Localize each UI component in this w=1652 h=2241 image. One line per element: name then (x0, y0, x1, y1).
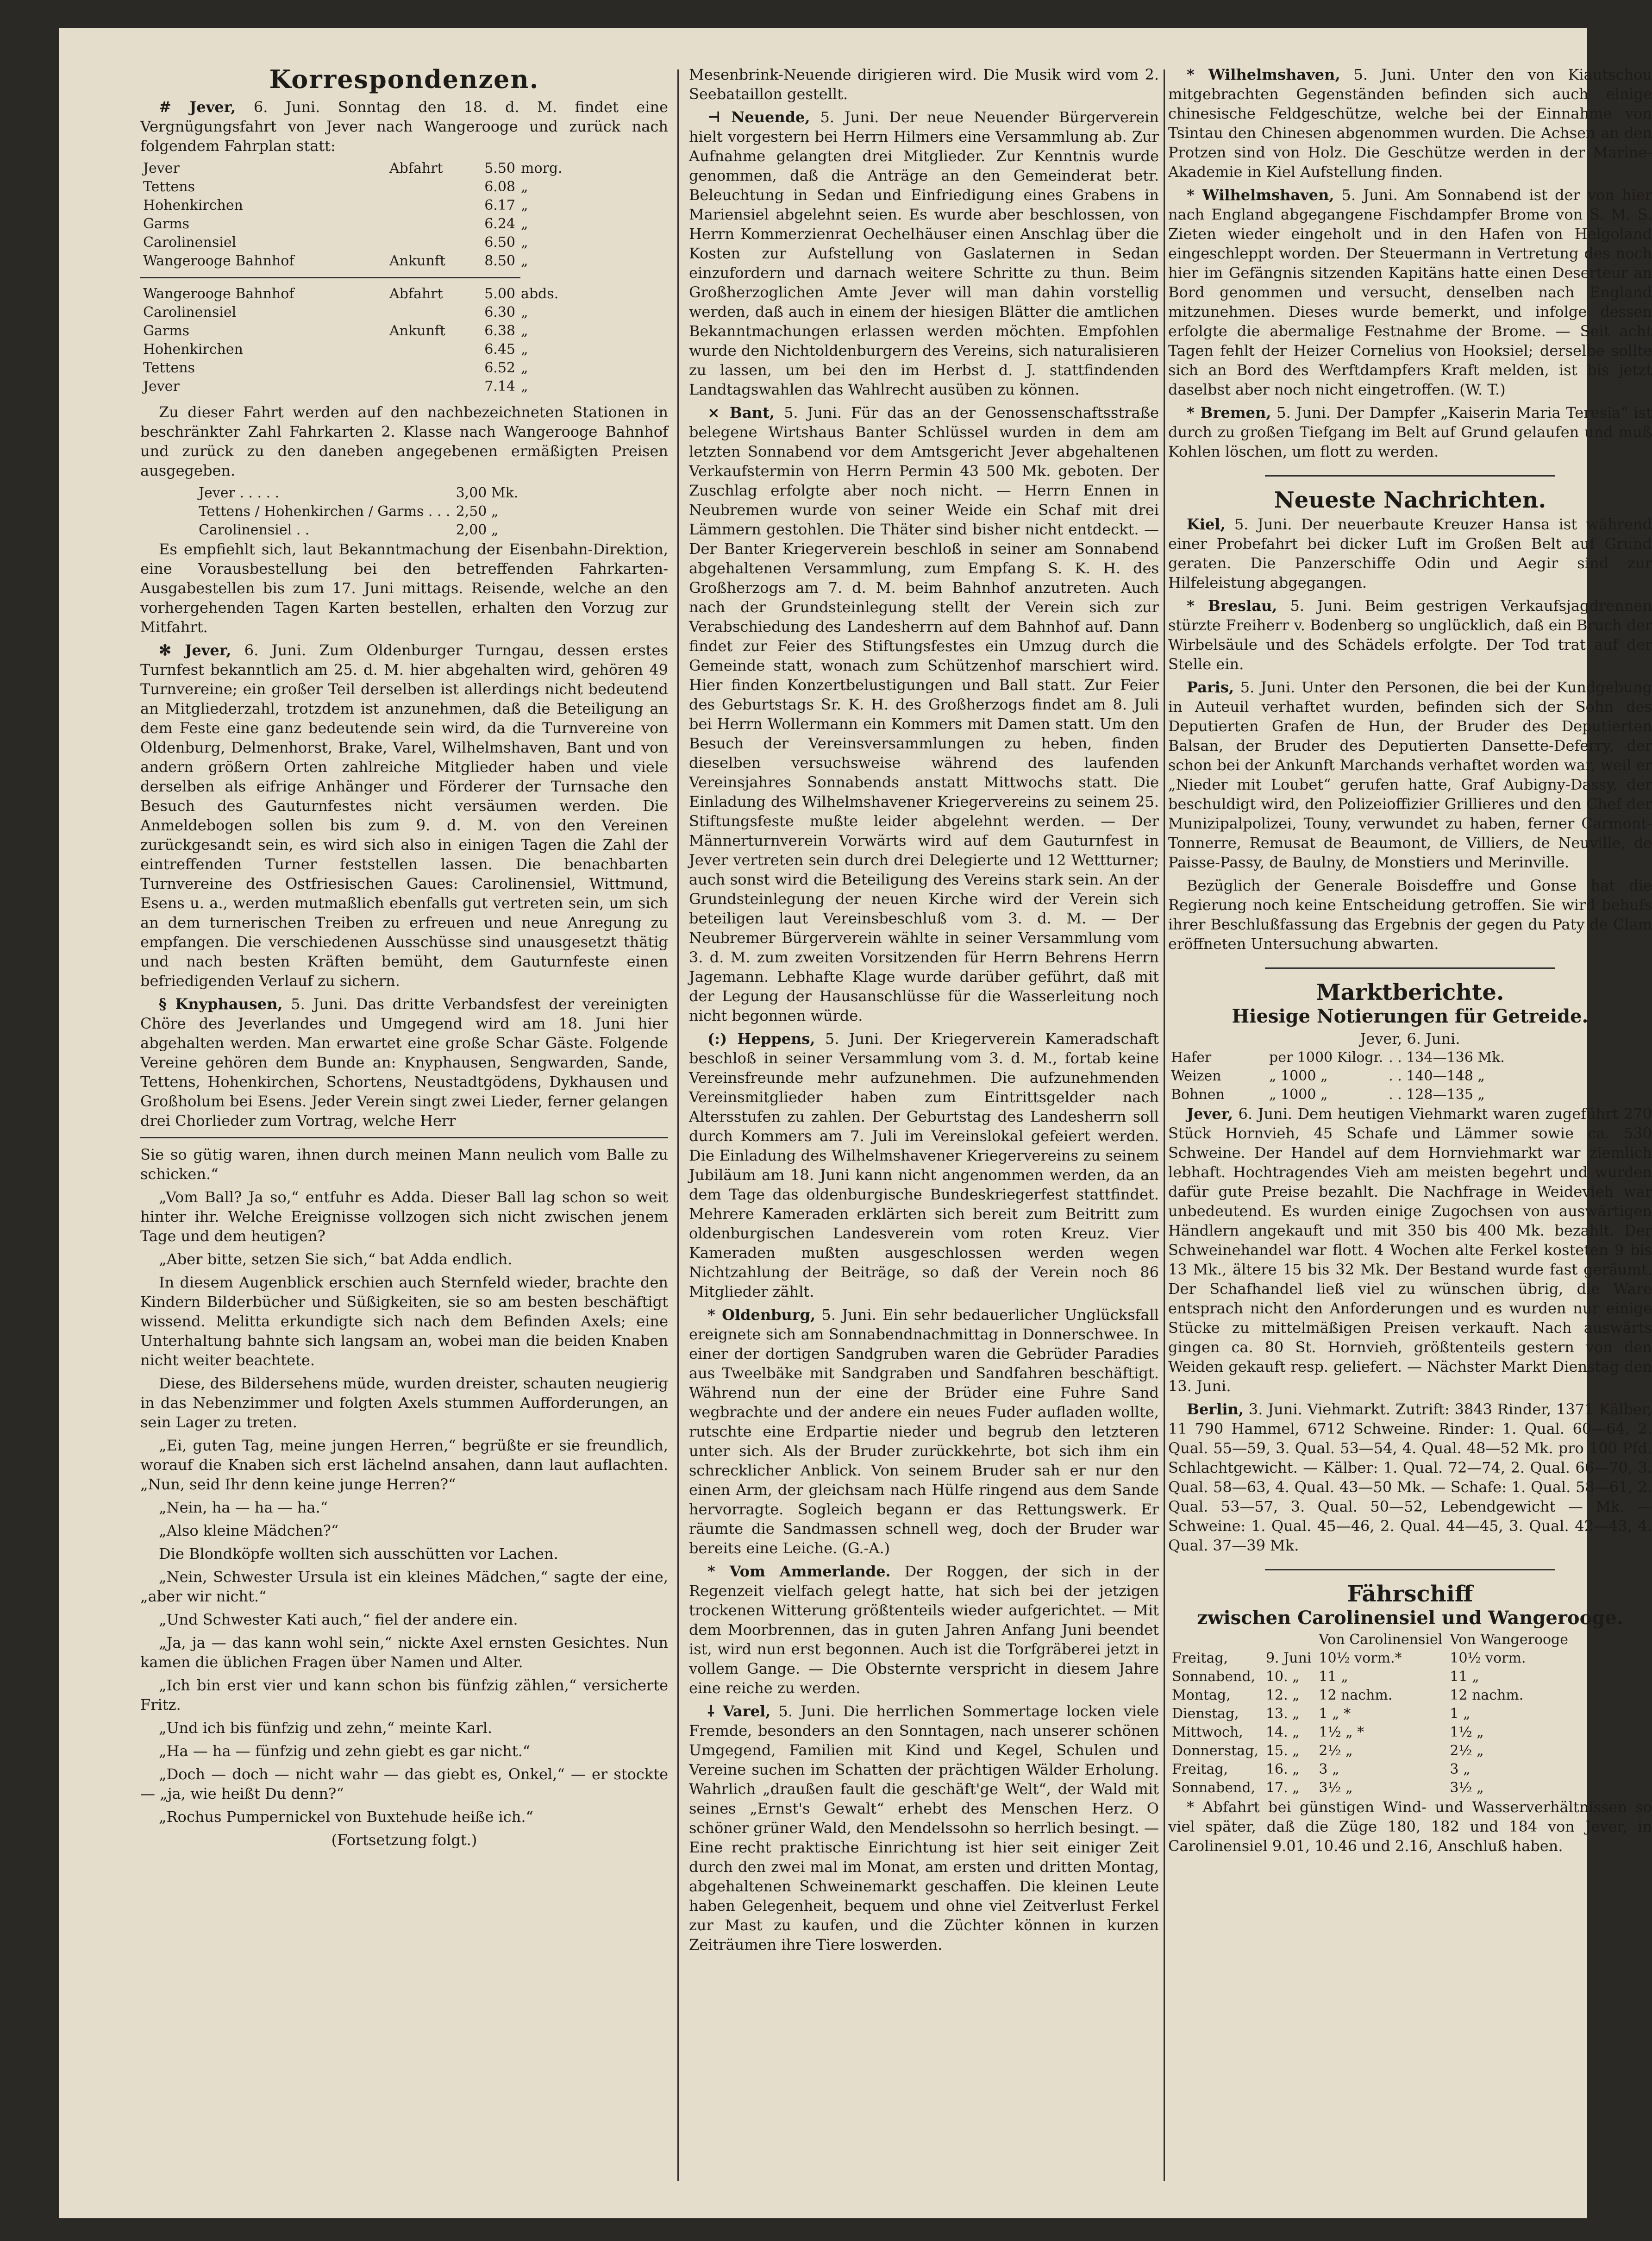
fare-row-cell: 2,50 „ (456, 503, 499, 520)
timetable-return (140, 285, 561, 396)
article-bremen: * Bremen, 5. Juni. Der Dampfer „Kaiserin Maria Teresia“ ist durch zu großen Tiefgang im Belt auf Grund gelaufen und muß Kohlen löschen, um flott zu werden. (1168, 404, 1652, 460)
timetable-row (140, 252, 565, 270)
timetable-row-cell: 5.00 (484, 286, 515, 302)
fare-note: Es empfiehlt sich, laut Bekanntmachung der Eisenbahn-Direktion, eine Vorausbestellung bei den betreffenden Fahrkarten-Ausgabestellen bis zum 17. Juni mittags. Reisende, welche an den vorhergehenden Tagen Karten bestellen, erhalten den Vorzug zur Mitfahrt. (140, 540, 668, 636)
timetable-row-cell: Carolinensiel (143, 234, 237, 251)
grain-heading: Hiesige Notierungen für Getreide. (1232, 1005, 1589, 1027)
timetable-row-cell: „ (521, 360, 528, 376)
serial-story (140, 1145, 668, 1827)
timetable-row-cell: 5.50 (484, 160, 515, 176)
section-title: Korrespondenzen. (269, 64, 539, 94)
fare-row-cell: 3,00 Mk. (456, 485, 519, 501)
timetable-row-cell: Garms (143, 216, 190, 232)
grain-row-cell: Hafer (1171, 1049, 1212, 1066)
feuilleton-divider (140, 1137, 668, 1138)
ferry-row (1168, 1760, 1572, 1779)
timetable-row-cell: Ankunft (389, 323, 445, 339)
article-continuation: Mesenbrink-Neuende dirigieren wird. Die Musik wird vom 2. Seebataillon gestellt. (689, 66, 1159, 103)
newspaper-page (59, 28, 1652, 2218)
timetable-row-cell: „ (521, 216, 528, 232)
ferry-header-row-cell (1168, 1631, 1262, 1649)
fare-row-cell: Carolinensiel . . (199, 522, 310, 538)
timetable-outbound (140, 159, 565, 270)
ferry-row-cell: 10½ vorm.* (1319, 1650, 1402, 1666)
timetable-row-cell (387, 215, 462, 233)
grain-row (1168, 1048, 1508, 1067)
ferry-row-cell: Sonnabend, (1172, 1669, 1256, 1685)
timetable-row-cell: Wangerooge Bahnhof (143, 253, 294, 269)
timetable-row-cell: Hohenkirchen (143, 341, 243, 358)
timetable-row-cell (387, 340, 462, 359)
ferry-row-cell: 13. „ (1265, 1706, 1300, 1722)
ferry-row-cell: 14. „ (1265, 1724, 1300, 1740)
story-paragraph: „Ei, guten Tag, meine jungen Herren,“ begrüßte er sie freundlich, worauf die Knaben sich erst lächelnd ansahen, dann laut auflachten. „Nun, seid Ihr denn keine junge Herren?“ (140, 1437, 668, 1493)
timetable-row-cell: 6.38 (484, 323, 515, 339)
story-paragraph: „Doch — doch — nicht wahr — das giebt es, Onkel,“ — er stockte — „ja, wie heißt Du denn?“ (140, 1765, 668, 1802)
ferry-row (1168, 1742, 1572, 1760)
ferry-header-row (1168, 1631, 1572, 1649)
timetable-row-cell: 6.30 (484, 304, 515, 320)
ferry-row-cell: 3 „ (1319, 1761, 1339, 1777)
grain-row-cell: per 1000 Kilogr. (1269, 1049, 1383, 1066)
ferry-row-cell: 2½ „ (1450, 1743, 1484, 1759)
ferry-row-cell: Freitag, (1172, 1761, 1228, 1777)
timetable-row (140, 359, 561, 377)
story-paragraph: „Ja, ja — das kann wohl sein,“ nickte Axel ernsten Gesichtes. Nun kamen die üblichen Fragen über Namen und Alter. (140, 1634, 668, 1671)
timetable-row-cell: Tettens (143, 179, 195, 195)
timetable-row-cell (387, 178, 462, 196)
article-knyphausen: § Knyphausen, 5. Juni. Das dritte Verbandsfest der vereinigten Chöre des Jeverlandes und Umgegend wird am 18. Juni hier abgehalten werden. Man erwartet eine große Schar Gäste. Folgende Vereine gehören dem Bunde an: Knyphausen, Sengwarden, Sande, Tettens, Hohenkirchen, Schortens, Neustadtgödens, Dykhausen und Großholum bei Esens. Jeder Verein singt zwei Lieder, ferner gelangen drei Chorlieder zum Vortrag, welche Herr (140, 995, 669, 1130)
timetable-row-cell: Wangerooge Bahnhof (143, 286, 294, 302)
timetable-row-cell (387, 359, 462, 377)
ferry-subheading: zwischen Carolinensiel und Wangerooge. (1197, 1607, 1623, 1629)
timetable-row-cell: „ (521, 253, 528, 269)
ferry-header-row-cell: Von Carolinensiel (1319, 1632, 1443, 1648)
fare-table (196, 484, 521, 540)
article-neuende: ⊣ Neuende, 5. Juni. Der neue Neuender Bürgerverein hielt vorgestern bei Herrn Hilmers eine Versammlung ab. Zur Aufnahme gelangten drei Mitglieder. Zur Kenntnis wurde genommen, daß die Anträge an den Gemeinderat betr. Beleuchtung in Sedan und Einfriedigung eines Grabens in Mariensiel abgelehnt seien. Es wurde aber beschlossen, von Herrn Kommerzienrat Oechelhäuser einen Anschlag über die Kosten zur Aufstellung von Gaslaternen in Sedan einzufordern und darnach weitere Schritte zu thun. Beim Großherzoglichen Amte Jever will man dahin vorstellig werden, daß auch in einem der hiesigen Blätter die amtlichen Bekanntmachungen erlassen werden möchten. Empfohlen wurde den Nichtoldenburgern des Vereins, sich naturalisieren zu lassen, um bei den im Herbst d. J. stattfindenden Landtagswahlen das Wahlrecht ausüben zu können. (689, 108, 1159, 398)
ferry-table (1168, 1631, 1572, 1797)
ferry-row-cell: Freitag, (1172, 1650, 1228, 1666)
story-paragraph: „Ha — ha — fünfzig und zehn giebt es gar nicht.“ (159, 1742, 531, 1760)
article-wilhelmshaven-1: * Wilhelmshaven, 5. Juni. Unter den von Kiautschou mitgebrachten Gegenständen befinden sich auch einige chinesische Feldgeschütze, welche bei der Einnahme von Tsintau den Chinesen abgenommen wurden. Die Achsen an den Protzen sind von Holz. Die Geschütze werden in der Marine-Akademie in Kiel Aufstellung finden. (1168, 66, 1652, 181)
ferry-row-cell: 1½ „ (1450, 1724, 1484, 1740)
timetable-row (140, 159, 565, 178)
grain-subheading: Jever, 6. Juni. (1360, 1030, 1460, 1048)
market-heading: Marktberichte. (1316, 979, 1504, 1005)
story-paragraph: „Und ich bis fünfzig und zehn,“ meinte Karl. (159, 1719, 493, 1737)
timetable-row-cell: Garms (143, 323, 190, 339)
timetable-row-cell: Ankunft (389, 253, 445, 269)
ferry-row-cell: Dienstag, (1172, 1706, 1239, 1722)
timetable-row-cell: Abfahrt (389, 286, 443, 302)
story-continued: (Fortsetzung folgt.) (331, 1831, 477, 1849)
grain-row-cell: „ 1000 „ (1269, 1086, 1328, 1103)
ferry-row-cell: Mittwoch, (1172, 1724, 1243, 1740)
timetable-row-cell: 6.24 (484, 216, 515, 232)
story-paragraph: „Rochus Pumpernickel von Buxtehude heiße ich.“ (159, 1808, 533, 1826)
timetable-row (140, 178, 565, 196)
article-bant: ⨯ Bant, 5. Juni. Für das an der Genossenschaftsstraße belegene Wirtshaus Banter Schlüssel wurden in dem am letzten Sonnabend vor dem Amtsgericht Jever abgehaltenen Verkaufstermin von Herrn Permin 43 500 Mk. geboten. Der Zuschlag erfolgte aber noch nicht. — Herrn Ennen in Neubremen wurde von seiner Weide ein Schaf mit drei Lämmern gestohlen. Die Thäter sind bisher nicht entdeckt. — Der Banter Kriegerverein beschloß in seiner am Sonnabend abgehaltenen Versammlung, zum Empfang S. K. H. des Großherzogs am 7. d. M. beim Bahnhof anzutreten. Auch nach der Grundsteinlegung stellt der Verein sich zur Verabschiedung des Landesherrn auf dem Bahnhof auf. Dann findet zur Feier des Stiftungsfestes ein Umzug durch die Gemeinde statt, wonach zum Schützenhof marschiert wird. Hier finden Konzertbelustigungen und Ball statt. Zur Feier des Geburtstags Sr. K. H. des Großherzogs findet am 8. Juli bei Herrn Wollermann ein Kommers mit Damen statt. Um den Besuch der Vereinsversammlungen zu heben, finden dieselben versuchsweise während des laufenden Vereinsjahres Sonnabends anstatt Mittwochs statt. Die Einladung des Wilhelmshavener Kriegervereins zu seinem 25. Stiftungsfeste mußte leider abgelehnt werden. — Der Männerturnverein Vorwärts wird auf dem Gauturnfest in Jever vertreten sein durch drei Delegierte und 12 Wettturner; auch sonst wird die Beteiligung des Vereins stark sein. An der Grundsteinlegung der neuen Kirche wird der Verein sich beteiligen laut Vereinsbeschluß vom 3. d. M. — Der Neubremer Bürgerverein wählte in seiner Versammlung vom 3. d. M. zum zweiten Vorsitzenden für Herrn Behrens Herrn Jagemann. Lebhafte Klage wurde darüber geführt, daß mit der Legung der Hausanschlüsse für die Wasserleitung noch nicht begonnen würde. (689, 404, 1159, 1024)
story-paragraph: „Vom Ball? Ja so,“ entfuhr es Adda. Dieser Ball lag schon so weit hinter ihr. Welche Ereignisse vollzogen sich nicht zwischen jenem Tage und dem heutigen? (140, 1188, 668, 1245)
column-rule (677, 69, 679, 2181)
article-jever-turnfest: ✻ Jever, 6. Juni. Zum Oldenburger Turngau, dessen erstes Turnfest bekanntlich am 25. d. M. hier abgehalten wird, gehören 49 Turnvereine; ein großer Teil derselben ist allerdings nicht bedeutend an Mitgliederzahl, trotzdem ist anzunehmen, daß die Beteiligung an dem Feste eine ganz bedeutende sein wird, da die Turnvereine von Oldenburg, Delmenhorst, Brake, Varel, Wilhelmshaven, Bant und von andern größern Orten zahlreiche Mitglieder haben und viele derselben als eifrige Anhänger und Förderer der Turnsache den Besuch des Gauturnfestes nicht versäumen werden. Die Anmeldebogen sollen bis zum 9. d. M. von den Vereinen zurückgesandt sein, es wird sich also in einigen Tagen die Zahl der eintreffenden Turner feststellen lassen. Die benachbarten Turnvereine des Ostfriesischen Gaues: Carolinensiel, Wittmund, Esens u. a., werden mutmaßlich ebenfalls gut vertreten sein, um sich an dem turnerischen Treiben zu erfreuen und neue Anregung zu empfangen. Die verschiedenen Ausschüsse sind unausgesetzt thätig und nach besten Kräften bemüht, dem Gauturnfeste einen befriedigenden Verlauf zu sichern. (140, 641, 669, 990)
timetable-row (140, 285, 561, 303)
timetable-row-cell: „ (521, 341, 528, 358)
timetable-row-cell (387, 196, 462, 215)
article-kiel: Kiel, 5. Juni. Der neuerbaute Kreuzer Hansa ist während einer Probefahrt bei dicker Luft im Großen Belt auf Grund geraten. Die Panzerschiffe Odin und Aegir sind zur Hilfeleistung abgegangen. (1168, 515, 1652, 591)
column-3 (1168, 65, 1652, 1859)
story-paragraph: „Also kleine Mädchen?“ (159, 1522, 339, 1539)
story-paragraph: „Ich bin erst vier und kann schon bis fünfzig zählen,“ versicherte Fritz. (140, 1676, 668, 1714)
timetable-row-cell: Jever (143, 160, 180, 176)
grain-row-cell: „ 1000 „ (1269, 1068, 1328, 1084)
column-rule (1164, 69, 1165, 2181)
ferry-header-row-cell (1262, 1631, 1315, 1649)
column-2 (689, 65, 1159, 1958)
ferry-row-cell: Donnerstag, (1172, 1743, 1258, 1759)
divider (1265, 475, 1555, 477)
timetable-row (140, 377, 561, 396)
divider (1265, 1569, 1555, 1570)
ferry-row (1168, 1705, 1572, 1723)
ferry-row-cell: Montag, (1172, 1687, 1231, 1703)
ferry-row-cell: 12 nachm. (1450, 1687, 1524, 1703)
fare-row (196, 521, 521, 540)
news-heading: Neueste Nachrichten. (1274, 487, 1546, 513)
ferry-row-cell: 11 „ (1450, 1669, 1479, 1685)
timetable-row-cell: Tettens (143, 360, 195, 376)
timetable-row (140, 303, 561, 322)
timetable-row (140, 196, 565, 215)
article-breslau: * Breslau, 5. Juni. Beim gestrigen Verkaufsjagdrennen stürzte Freiherr v. Bodenberg so unglücklich, daß ein Bruch der Wirbelsäule und des Schädels erfolgte. Der Tod trat auf der Stelle ein. (1168, 597, 1652, 673)
story-paragraph: Diese, des Bildersehens müde, wurden dreister, schauten neugierig in das Nebenzimmer und folgten Axels stummen Aufforderungen, an sein Lager zu treten. (140, 1375, 668, 1431)
fare-row-cell: Jever . . . . . (199, 485, 280, 501)
timetable-row-cell: Jever (143, 378, 180, 395)
ferry-row-cell: 12. „ (1265, 1687, 1300, 1703)
timetable-row-cell: „ (521, 304, 528, 320)
grain-row (1168, 1086, 1508, 1104)
timetable-row-cell: 6.52 (484, 360, 515, 376)
timetable-row-cell (387, 303, 462, 322)
article-berlin-market: Berlin, 3. Juni. Viehmarkt. Zutrift: 3843 Rinder, 1371 Kälber, 11 790 Hammel, 6712 Schweine. Rinder: 1. Qual. 60—64, 2. Qual. 55—59, 3. Qual. 53—54, 4. Qual. 48—52 Mk. pro 100 Pfd. Schlachtgewicht. — Kälber: 1. Qual. 72—74, 2. Qual. 66—70, 3. Qual. 58—63, 4. Qual. 43—50 Mk. — Schafe: 1. Qual. 58—61, 2. Qual. 53—57, 3. Qual. 50—52, Lebendgewicht — Mk. — Schweine: 1. Qual. 45—46, 2. Qual. 44—45, 3. Qual. 42—43, 4. Qual. 37—39 Mk. (1168, 1400, 1652, 1554)
article-jever-market: Jever, 6. Juni. Dem heutigen Viehmarkt waren zugeführt 270 Stück Hornvieh, 45 Schafe und Lämmer sowie ca. 530 Schweine. Der Handel auf dem Hornviehmarkt war ziemlich lebhaft. Hochtragendes Vieh am meisten begehrt und wurden dafür gute Preise bezahlt. Die Nachfrage in Weidevieh war unbedeutend. Es wurden einige Zugochsen von auswärtigen Händlern angekauft und mit 350 bis 400 Mk. bezahlt. Der Schweinehandel war flott. 4 Wochen alte Ferkel kosteten 9 bis 13 Mk., ältere 15 bis 32 Mk. Der Bestand wurde fast geräumt. Der Schafhandel ließ viel zu wünschen übrig, die Ware entsprach nicht den Anforderungen und es wurden nur einige Stücke zu mittelmäßigen Preisen verkauft. Nach auswärts gingen ca. 80 St. Hornvieh, größtenteils gestern von den Weiden gekauft resp. geliefert. — Nächster Markt Dienstag den 13. Juni. (1168, 1105, 1652, 1395)
grain-row-cell: . . 128—135 „ (1389, 1086, 1485, 1103)
ferry-row-cell: 11 „ (1319, 1669, 1348, 1685)
ferry-row-cell: 1 „ * (1319, 1706, 1351, 1722)
ferry-row-cell: 1 „ (1450, 1706, 1471, 1722)
timetable-row (140, 215, 565, 233)
article-paris-2: Bezüglich der Generale Boisdeffre und Gonse hat die Regierung noch keine Entscheidung getroffen. Sie wird behufs ihrer Beschlußfassung das Ergebnis der gegen du Paty de Clam eröffneten Untersuchung abwarten. (1168, 877, 1652, 953)
timetable-row-cell: abds. (521, 286, 559, 302)
ferry-note: * Abfahrt bei günstigen Wind- und Wasserverhältnissen so viel später, daß die Züge 180, 182 und 184 von Jever, in Carolinensiel 9.01, 10.46 und 2.16, Anschluß haben. (1168, 1798, 1652, 1855)
ferry-row (1168, 1668, 1572, 1686)
timetable-row-cell: Hohenkirchen (143, 197, 243, 213)
timetable-row (140, 233, 565, 252)
ferry-row-cell: 15. „ (1265, 1743, 1300, 1759)
timetable-row-cell: „ (521, 197, 528, 213)
story-paragraph: Sie so gütig waren, ihnen durch meinen Mann neulich vom Balle zu schicken.“ (140, 1146, 668, 1183)
story-paragraph: In diesem Augenblick erschien auch Sternfeld wieder, brachte den Kindern Bilderbücher und Süßigkeiten, sie so am besten beschäftigt wissend. Melitta erkundigte sich nach dem Befinden Axels; eine Unterhaltung bahnte sich langsam an, wobei man die beiden Knaben nicht weiter beachtete. (140, 1274, 668, 1369)
ferry-row-cell: 10. „ (1265, 1669, 1300, 1685)
story-paragraph: Die Blondköpfe wollten sich ausschütten vor Lachen. (159, 1545, 558, 1563)
fare-row (196, 484, 521, 502)
ferry-row-cell: 1½ „ * (1319, 1724, 1364, 1740)
timetable-row-cell: „ (521, 234, 528, 251)
ferry-header-row-cell: Von Wangerooge (1450, 1632, 1569, 1648)
article-jever-trip: # Jever, 6. Juni. Sonntag den 18. d. M. findet eine Vergnügungsfahrt von Jever nach Wangerooge und zurück nach folgendem Fahrplan statt: (140, 98, 669, 155)
story-paragraph: „Und Schwester Kati auch,“ fiel der andere ein. (159, 1611, 518, 1628)
timetable-row-cell: Carolinensiel (143, 304, 237, 320)
article-heppens: (:) Heppens, 5. Juni. Der Kriegerverein Kameradschaft beschloß in seiner Versammlung vom 3. d. M., fortab keine Vereinsfreunde mehr aufzunehmen. Die aufzunehmenden Vereinsmitglieder haben zum Eintrittsgelder nach Altersstufen zu zahlen. Der Geburtstag des Landesherrn soll durch Kommers am 7. Juli im Vereinslokal gefeiert werden. Die Einladung des Wilhelmshavener Kriegervereins zu seinem Jubiläum am 18. Juni kann nicht angenommen werden, da an dem Tage das oldenburgische Bundeskriegerfest stattfindet. Mehrere Kameraden erklärten sich bereit zum Beitritt zum oldenburgischen Landesverein vom roten Kreuz. Vier Kameraden mußten ausgeschlossen werden wegen Nichtzahlung der Beiträge, so daß der Verein noch 86 Mitglieder zählt. (689, 1030, 1159, 1300)
timetable-row-cell (387, 377, 462, 396)
grain-row-cell: . . 140—148 „ (1389, 1068, 1485, 1084)
ferry-row-cell: 9. Juni (1265, 1650, 1312, 1666)
divider (1265, 967, 1555, 969)
ferry-row-cell: Sonnabend, (1172, 1780, 1256, 1796)
grain-row-cell: . . 134—136 Mk. (1389, 1049, 1505, 1066)
timetable-row-cell: 6.45 (484, 341, 515, 358)
ferry-row-cell: 16. „ (1265, 1761, 1300, 1777)
divider (140, 277, 520, 278)
timetable-row-cell (387, 233, 462, 252)
ferry-row (1168, 1649, 1572, 1668)
timetable-row (140, 322, 561, 340)
timetable-row-cell: „ (521, 323, 528, 339)
grain-row-cell: Weizen (1171, 1068, 1221, 1084)
grain-row (1168, 1067, 1508, 1086)
ferry-row (1168, 1779, 1572, 1797)
fare-row-cell: 2,00 „ (456, 522, 499, 538)
ferry-row-cell: 10½ vorm. (1450, 1650, 1526, 1666)
article-wilhelmshaven-2: * Wilhelmshaven, 5. Juni. Am Sonnabend ist der von hier nach England abgegangene Fischdampfer Brome von S. M. S. Zieten wieder eingeholt und in den Hafen von Helgoland eingeschleppt worden. Der Steuermann in Vertretung des noch hier im Gefängnis sitzenden Kapitäns hatte einen Deserteur an Bord genommen und versucht, denselben nach England mitzunehmen. Dieses wurde bemerkt, und infolge dessen erfolgte die abermalige Festnahme der Brome. — Seit acht Tagen fehlt der Heizer Cornelius von Hooksiel; derselbe sollte sich an Bord des Werftdampfers Kraft melden, ist bis jetzt daselbst aber noch nicht eingetroffen. (W. T.) (1168, 186, 1652, 398)
article-paris: Paris, 5. Juni. Unter den Personen, die bei der Kundgebung in Auteuil verhaftet wurden, befinden sich der Sohn des Deputierten Grafen de Hun, der Bruder des Deputierten Balsan, der Bruder des Deputierten Dansette-Deferry, der schon bei der Ankunft Marchands verhaftet worden war, weil er „Nieder mit Loubet“ gerufen hatte, Graf Aubigny-Dassy, der beschuldigt wird, den Polizeioffizier Grillieres und den Chef der Munizipalpolizei, Touny, verwundet zu haben, ferner Carmont-Tonnerre, Remusat de Beaumont, de Villiers, de Neuville, de Paisse-Passy, de Baulny, de Monstiers und Merinville. (1168, 678, 1652, 871)
ferry-row-cell: 3 „ (1450, 1761, 1471, 1777)
fare-row (196, 502, 521, 521)
timetable-row-cell: „ (521, 378, 528, 395)
timetable-row-cell: 6.17 (484, 197, 515, 213)
ferry-row (1168, 1723, 1572, 1742)
timetable-row-cell: Abfahrt (389, 160, 443, 176)
story-paragraph: „Nein, ha — ha — ha.“ (159, 1499, 328, 1516)
article-ammerland: * Vom Ammerlande. Der Roggen, der sich in der Regenzeit vielfach gelegt hatte, hat sich bei der jetzigen trockenen Witterung größtenteils wieder aufgerichtet. — Mit dem Moorbrennen, das in guten Jahren Anfang Juni beendet ist, wird nun erst begonnen. Auch ist die Torfgräberei jetzt in vollem Gange. — Die Obsternte verspricht in diesem Jahre eine reiche zu werden. (689, 1563, 1159, 1697)
article-oldenburg: * Oldenburg, 5. Juni. Ein sehr bedauerlicher Unglücksfall ereignete sich am Sonnabendnachmittag in Donnerschwee. In einer der dortigen Sandgruben waren die Gebrüder Paradies aus Tweelbäke mit Sandgraben und Sandfahren beschäftigt. Während nun der eine der Brüder eine Fuhre Sand wegbrachte und der andere ein neues Fuder aufladen wollte, rutschte eine Erdpartie nieder und begrub den letzteren unter sich. Als der Bruder zurückkehrte, bot sich ihm ein schrecklicher Anblick. Von seinem Bruder sah er nur den einen Arm, der gleichsam nach Hülfe ringend aus dem Sande hervorragte. Sogleich begann er das Rettungswerk. Er räumte die Sandmassen schnell weg, doch der Bruder war bereits eine Leiche. (G.-A.) (689, 1306, 1159, 1557)
ferry-row-cell: 17. „ (1265, 1780, 1300, 1796)
timetable-row-cell: 8.50 (484, 253, 515, 269)
timetable-row-cell: morg. (521, 160, 563, 176)
ferry-row-cell: 2½ „ (1319, 1743, 1353, 1759)
fare-intro: Zu dieser Fahrt werden auf den nachbezeichneten Stationen in beschränkter Zahl Fahrkarten 2. Klasse nach Wangerooge Bahnhof und zurück zu den daneben angegebenen ermäßigten Preisen ausgegeben. (140, 403, 668, 479)
story-paragraph: „Nein, Schwester Ursula ist ein kleines Mädchen,“ sagte der eine, „aber wir nicht.“ (140, 1568, 668, 1605)
ferry-row (1168, 1686, 1572, 1705)
fare-row-cell: Tettens / Hohenkirchen / Garms . . . (199, 503, 451, 520)
ferry-row-cell: 3½ „ (1319, 1780, 1353, 1796)
timetable-row-cell: 7.14 (484, 378, 515, 395)
grain-row-cell: Bohnen (1171, 1086, 1225, 1103)
ferry-heading: Fährschiff (1347, 1581, 1473, 1607)
story-paragraph: „Aber bitte, setzen Sie sich,“ bat Adda endlich. (159, 1250, 513, 1268)
timetable-row-cell: 6.08 (484, 179, 515, 195)
column-1 (140, 65, 668, 1850)
timetable-row (140, 340, 561, 359)
ferry-row-cell: 3½ „ (1450, 1780, 1484, 1796)
grain-table (1168, 1048, 1508, 1104)
timetable-row-cell: 6.50 (484, 234, 515, 251)
article-varel: ⸸ Varel, 5. Juni. Die herrlichen Sommertage locken viele Fremde, besonders an den Sonntagen, nach unserer schönen Umgegend, Familien mit Kind und Kegel, Schulen und Vereine suchen im Schatten der prächtigen Wälder Erholung. Wahrlich „draußen fault die geschäft'ge Welt“, der Wald mit seines „Ernst's Gewalt“ erhebt des Menschen Herz. O schöner grüner Wald, den Mendelssohn so herrlich besingt. — Eine recht praktische Einrichtung ist hier seit einiger Zeit durch den zwei mal im Monat, am ersten und dritten Montag, abgehaltenen Schweinemarkt geschaffen. Die kleinen Leute haben Gelegenheit, bequem und ohne viel Zeitverlust Ferkel zur Mast zu kaufen, und die Züchter können in kurzen Zeiträumen ihre Tiere loswerden. (689, 1702, 1159, 1953)
timetable-row-cell: „ (521, 179, 528, 195)
ferry-row-cell: 12 nachm. (1319, 1687, 1393, 1703)
